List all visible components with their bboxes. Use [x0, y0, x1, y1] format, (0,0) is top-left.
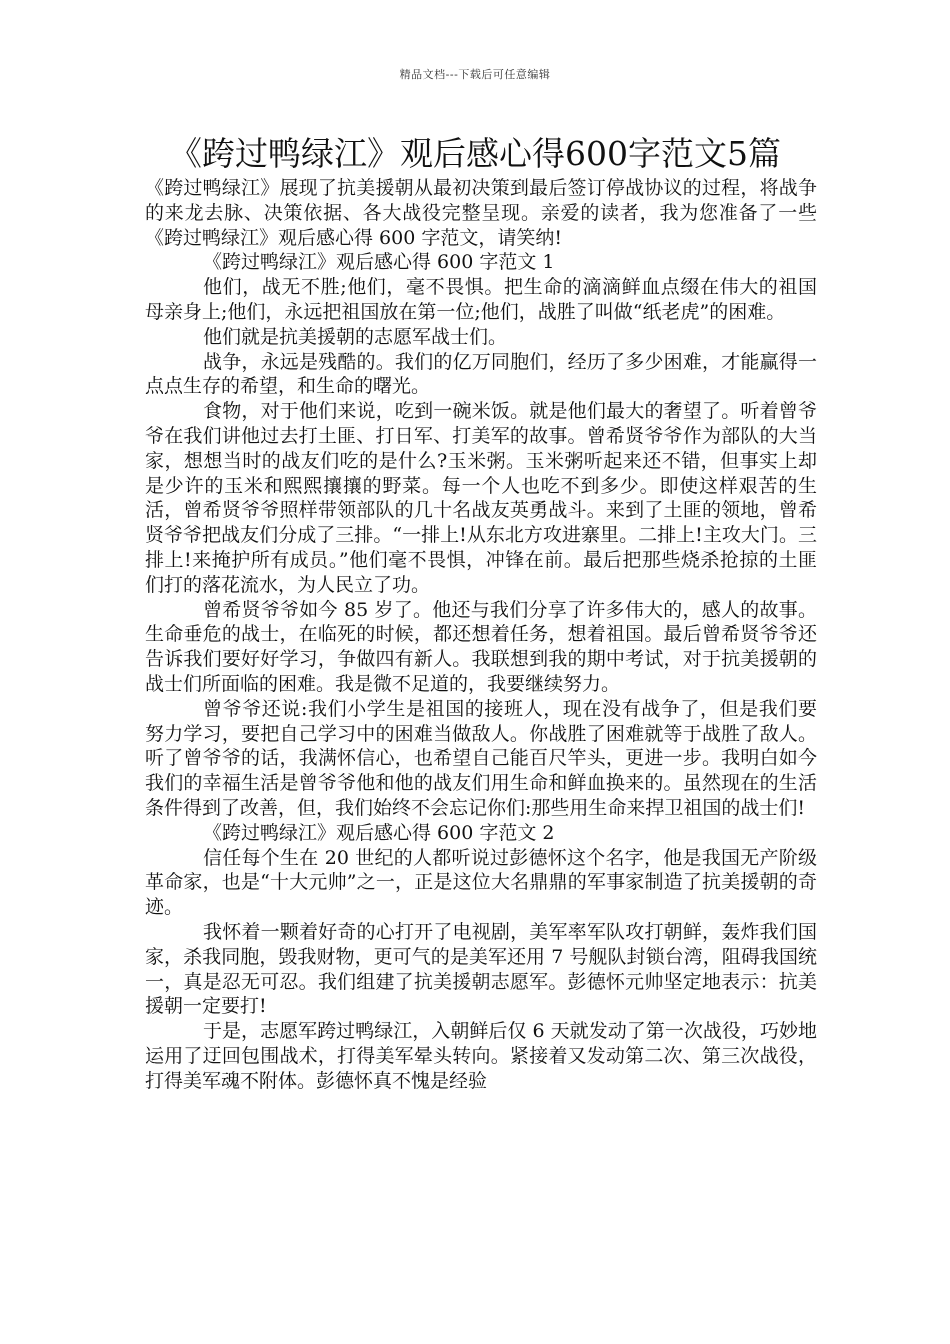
document-body — [145, 176, 817, 1093]
section-heading: 《跨过鸭绿江》观后感心得 600 字范文 1 — [203, 251, 555, 274]
body-paragraph: 他们，战无不胜;他们，毫不畏惧。把生命的滴滴鲜血点缀在伟大的祖国母亲身上;他们，永远把祖国放在第一位;他们，战胜了叫做“纸老虎”的困难。 — [145, 276, 817, 323]
body-paragraph: 曾希贤爷爷如今 85 岁了。他还与我们分享了许多伟大的，感人的故事。生命垂危的战士，在临死的时候，都还想着任务，想着祖国。最后曾希贤爷爷还告诉我们要好好学习，争做四有新人。我联想到我的期中考试，对于抗美援朝的战士们所面临的困难。我是微不足道的，我要继续努力。 — [145, 598, 817, 695]
body-paragraph: 于是，志愿军跨过鸭绿江，入朝鲜后仅 6 天就发动了第一次战役，巧妙地运用了迂回包围战术，打得美军晕头转向。紧接着又发动第二次、第三次战役，打得美军魂不附体。彭德怀真不愧是经验 — [145, 1020, 817, 1092]
body-paragraph: 战争，永远是残酷的。我们的亿万同胞们，经历了多少困难，才能赢得一点点生存的希望，和生命的曙光。 — [145, 350, 817, 398]
body-paragraph: 信任每个生在 20 世纪的人都听说过彭德怀这个名字，他是我国无产阶级革命家，也是“十大元帅”之一，正是这位大名鼎鼎的军事家制造了抗美援朝的奇迹。 — [145, 846, 817, 919]
intro-paragraph: 《跨过鸭绿江》展现了抗美援朝从最初决策到最后签订停战协议的过程，将战争的来龙去脉、决策依据、各大战役完整呈现。亲爱的读者，我为您准备了一些《跨过鸭绿江》观后感心得 600 字范文，请笑纳! — [145, 177, 817, 249]
document-title: 《跨过鸭绿江》观后感心得600字范文5篇 — [169, 134, 781, 173]
section-heading: 《跨过鸭绿江》观后感心得 600 字范文 2 — [203, 821, 555, 844]
body-paragraph: 食物，对于他们来说，吃到一碗米饭。就是他们最大的奢望了。听着曾爷爷在我们讲他过去打土匪、打日军、打美军的故事。曾希贤爷爷作为部队的大当家，想想当时的战友们吃的是什么?玉米粥。玉米粥听起来还不错，但事实上却是少许的玉米和熙熙攘攘的野菜。每一个人也吃不到多少。即使这样艰苦的生活，曾希贤爷爷照样带领部队的几十名战友英勇战斗。来到了土匪的领地，曾希贤爷爷把战友们分成了三排。“一排上!从东北方攻进寨里。二排上!主攻大门。三排上!来掩护所有成员。”他们毫不畏惧，冲锋在前。最后把那些烧杀抢掠的土匪们打的落花流水，为人民立了功。 — [145, 400, 817, 596]
body-paragraph: 他们就是抗美援朝的志愿军战士们。 — [203, 325, 508, 348]
body-paragraph: 我怀着一颗着好奇的心打开了电视剧，美军率军队攻打朝鲜，轰炸我们国家，杀我同胞，毁我财物，更可气的是美军还用 7 号舰队封锁台湾，阻碍我国统一，真是忍无可忍。我们组建了抗美援朝志愿军。彭德怀元帅坚定地表示：抗美援朝一定要打! — [145, 920, 817, 1018]
body-paragraph: 曾爷爷还说:我们小学生是祖国的接班人，现在没有战争了，但是我们要努力学习，要把自己学习中的困难当做敌人。你战胜了困难就等于战胜了敌人。听了曾爷爷的话，我满怀信心，也希望自己能百尺竿头，更进一步。我明白如今我们的幸福生活是曾爷爷他和他的战友们用生命和鲜血换来的。虽然现在的生活条件得到了改善，但，我们始终不会忘记你们:那些用生命来捍卫祖国的战士们! — [145, 697, 817, 819]
page-header: 精品文档---下载后可任意编辑 — [399, 68, 551, 81]
